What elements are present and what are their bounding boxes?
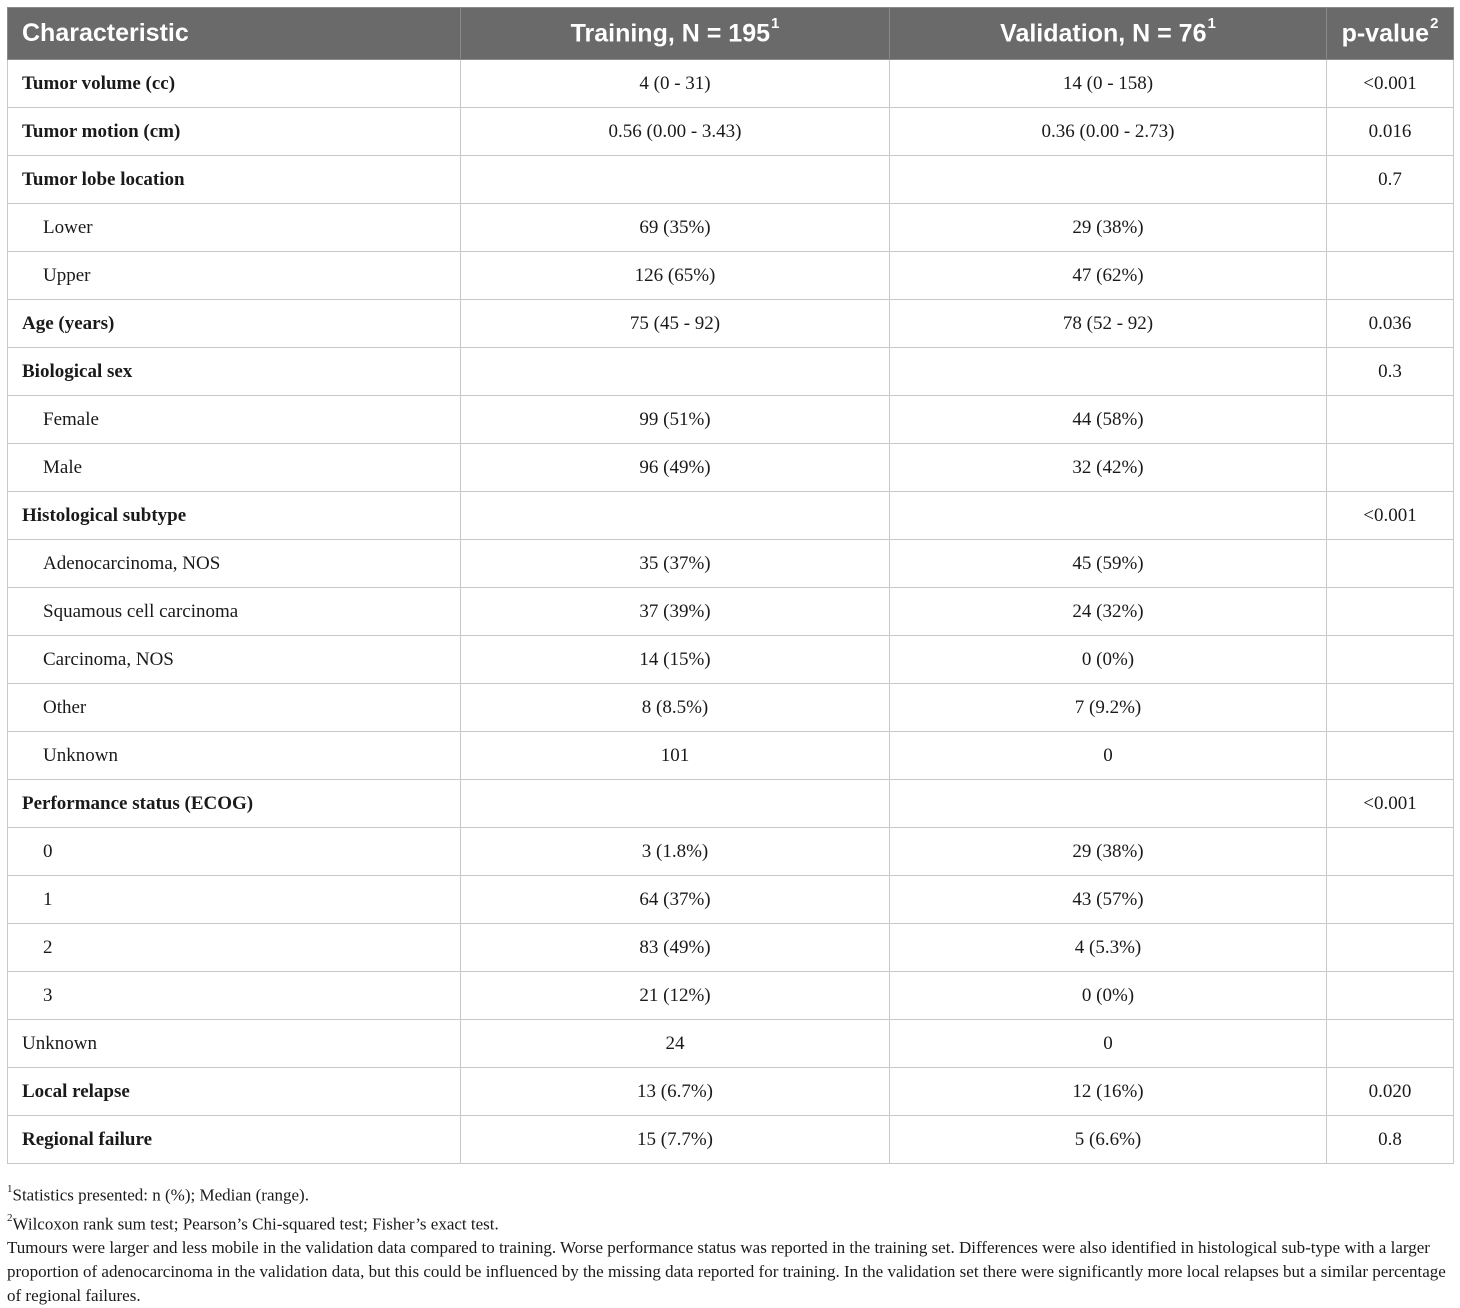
validation-cell: [890, 156, 1327, 204]
table-row: [8, 1020, 1454, 1068]
row-label: Histological subtype: [8, 492, 461, 540]
training-cell: 14 (15%): [461, 636, 890, 684]
validation-cell: 5 (6.6%): [890, 1116, 1327, 1164]
row-label: Male: [8, 444, 461, 492]
table-footnotes: [7, 1179, 1455, 1308]
table-header-row: [8, 8, 1454, 60]
validation-cell: 0 (0%): [890, 972, 1327, 1020]
validation-cell: 7 (9.2%): [890, 684, 1327, 732]
row-label: Upper: [8, 252, 461, 300]
table-row: [8, 252, 1454, 300]
validation-cell: [890, 492, 1327, 540]
validation-cell: 29 (38%): [890, 828, 1327, 876]
header-training: Training, $N = 195^1$: [461, 8, 890, 60]
row-label: 3: [8, 972, 461, 1020]
pvalue-cell: [1327, 972, 1454, 1020]
header-pvalue: p-value$^2$: [1327, 8, 1454, 60]
characteristics-table: [7, 7, 1454, 1164]
pvalue-cell: [1327, 828, 1454, 876]
table-body: [8, 60, 1454, 1164]
table-row: [8, 540, 1454, 588]
validation-cell: 14 (0 - 158): [890, 60, 1327, 108]
pvalue-cell: 0.016: [1327, 108, 1454, 156]
row-label: 0: [8, 828, 461, 876]
pvalue-cell: 0.3: [1327, 348, 1454, 396]
pvalue-cell: 0.036: [1327, 300, 1454, 348]
pvalue-cell: <0.001: [1327, 60, 1454, 108]
row-label: Tumor volume (cc): [8, 60, 461, 108]
pvalue-cell: [1327, 636, 1454, 684]
footnote-2: $^2$Wilcoxon rank sum test; Pearson’s Chi-squared test; Fisher’s exact test.: [7, 1211, 499, 1234]
validation-cell: 47 (62%): [890, 252, 1327, 300]
table-row: [8, 828, 1454, 876]
row-label: Age (years): [8, 300, 461, 348]
validation-cell: [890, 348, 1327, 396]
pvalue-cell: [1327, 684, 1454, 732]
training-cell: 24: [461, 1020, 890, 1068]
validation-cell: 0 (0%): [890, 636, 1327, 684]
training-cell: 96 (49%): [461, 444, 890, 492]
table-row: [8, 348, 1454, 396]
validation-cell: 4 (5.3%): [890, 924, 1327, 972]
training-cell: 0.56 (0.00 - 3.43): [461, 108, 890, 156]
validation-cell: 44 (58%): [890, 396, 1327, 444]
pvalue-cell: [1327, 876, 1454, 924]
training-cell: 15 (7.7%): [461, 1116, 890, 1164]
pvalue-cell: [1327, 588, 1454, 636]
row-label: Lower: [8, 204, 461, 252]
row-label: Performance status (ECOG): [8, 780, 461, 828]
table-row: [8, 972, 1454, 1020]
row-label: Tumor motion (cm): [8, 108, 461, 156]
table-row: [8, 780, 1454, 828]
training-cell: [461, 348, 890, 396]
characteristics-table-container: [7, 7, 1453, 1164]
table-row: [8, 1116, 1454, 1164]
table-row: [8, 156, 1454, 204]
pvalue-cell: [1327, 732, 1454, 780]
training-cell: [461, 156, 890, 204]
validation-cell: 78 (52 - 92): [890, 300, 1327, 348]
training-cell: 101: [461, 732, 890, 780]
table-row: [8, 924, 1454, 972]
row-label: Tumor lobe location: [8, 156, 461, 204]
validation-cell: 0: [890, 1020, 1327, 1068]
pvalue-cell: <0.001: [1327, 780, 1454, 828]
table-row: [8, 732, 1454, 780]
validation-cell: 0.36 (0.00 - 2.73): [890, 108, 1327, 156]
row-label: Adenocarcinoma, NOS: [8, 540, 461, 588]
pvalue-cell: 0.8: [1327, 1116, 1454, 1164]
row-label: Carcinoma, NOS: [8, 636, 461, 684]
row-label: 2: [8, 924, 461, 972]
training-cell: 64 (37%): [461, 876, 890, 924]
training-cell: 21 (12%): [461, 972, 890, 1020]
row-label: 1: [8, 876, 461, 924]
training-cell: 126 (65%): [461, 252, 890, 300]
row-label: Other: [8, 684, 461, 732]
training-cell: [461, 780, 890, 828]
table-row: [8, 876, 1454, 924]
table-row: [8, 204, 1454, 252]
validation-cell: 32 (42%): [890, 444, 1327, 492]
pvalue-cell: [1327, 252, 1454, 300]
row-label: Regional failure: [8, 1116, 461, 1164]
training-cell: 37 (39%): [461, 588, 890, 636]
table-row: [8, 60, 1454, 108]
pvalue-cell: 0.020: [1327, 1068, 1454, 1116]
table-row: [8, 492, 1454, 540]
training-cell: 4 (0 - 31): [461, 60, 890, 108]
row-label: Squamous cell carcinoma: [8, 588, 461, 636]
row-label: Female: [8, 396, 461, 444]
pvalue-cell: [1327, 204, 1454, 252]
validation-cell: 45 (59%): [890, 540, 1327, 588]
training-cell: 8 (8.5%): [461, 684, 890, 732]
table-row: [8, 1068, 1454, 1116]
pvalue-cell: 0.7: [1327, 156, 1454, 204]
pvalue-cell: [1327, 1020, 1454, 1068]
training-cell: 69 (35%): [461, 204, 890, 252]
validation-cell: 0: [890, 732, 1327, 780]
validation-cell: 24 (32%): [890, 588, 1327, 636]
table-summary: Tumours were larger and less mobile in the validation data compared to training. Worse performance status was reported in the training set. Differences were also identified in histological sub-type with a larger proportion of adenocarcinoma in the validation data, but this could be influenced by the missing data reported for training. In the validation set there were significantly more local relapses but a similar percentage of regional failures.: [7, 1238, 1446, 1306]
training-cell: [461, 492, 890, 540]
row-label: Unknown: [8, 732, 461, 780]
validation-cell: 29 (38%): [890, 204, 1327, 252]
table-row: [8, 684, 1454, 732]
training-cell: 75 (45 - 92): [461, 300, 890, 348]
table-row: [8, 108, 1454, 156]
header-validation: Validation, $N = 76^1$: [890, 8, 1327, 60]
training-cell: 83 (49%): [461, 924, 890, 972]
pvalue-cell: [1327, 444, 1454, 492]
header-characteristic: Characteristic: [8, 8, 461, 60]
training-cell: 3 (1.8%): [461, 828, 890, 876]
table-row: [8, 636, 1454, 684]
table-row: [8, 444, 1454, 492]
pvalue-cell: <0.001: [1327, 492, 1454, 540]
row-label: Unknown: [8, 1020, 461, 1068]
pvalue-cell: [1327, 924, 1454, 972]
pvalue-cell: [1327, 396, 1454, 444]
training-cell: 35 (37%): [461, 540, 890, 588]
row-label: Biological sex: [8, 348, 461, 396]
table-row: [8, 300, 1454, 348]
validation-cell: [890, 780, 1327, 828]
table-row: [8, 588, 1454, 636]
training-cell: 99 (51%): [461, 396, 890, 444]
table-row: [8, 396, 1454, 444]
validation-cell: 43 (57%): [890, 876, 1327, 924]
validation-cell: 12 (16%): [890, 1068, 1327, 1116]
pvalue-cell: [1327, 540, 1454, 588]
row-label: Local relapse: [8, 1068, 461, 1116]
training-cell: 13 (6.7%): [461, 1068, 890, 1116]
footnote-1: $^1$Statistics presented: n (%); Median (range).: [7, 1183, 309, 1205]
